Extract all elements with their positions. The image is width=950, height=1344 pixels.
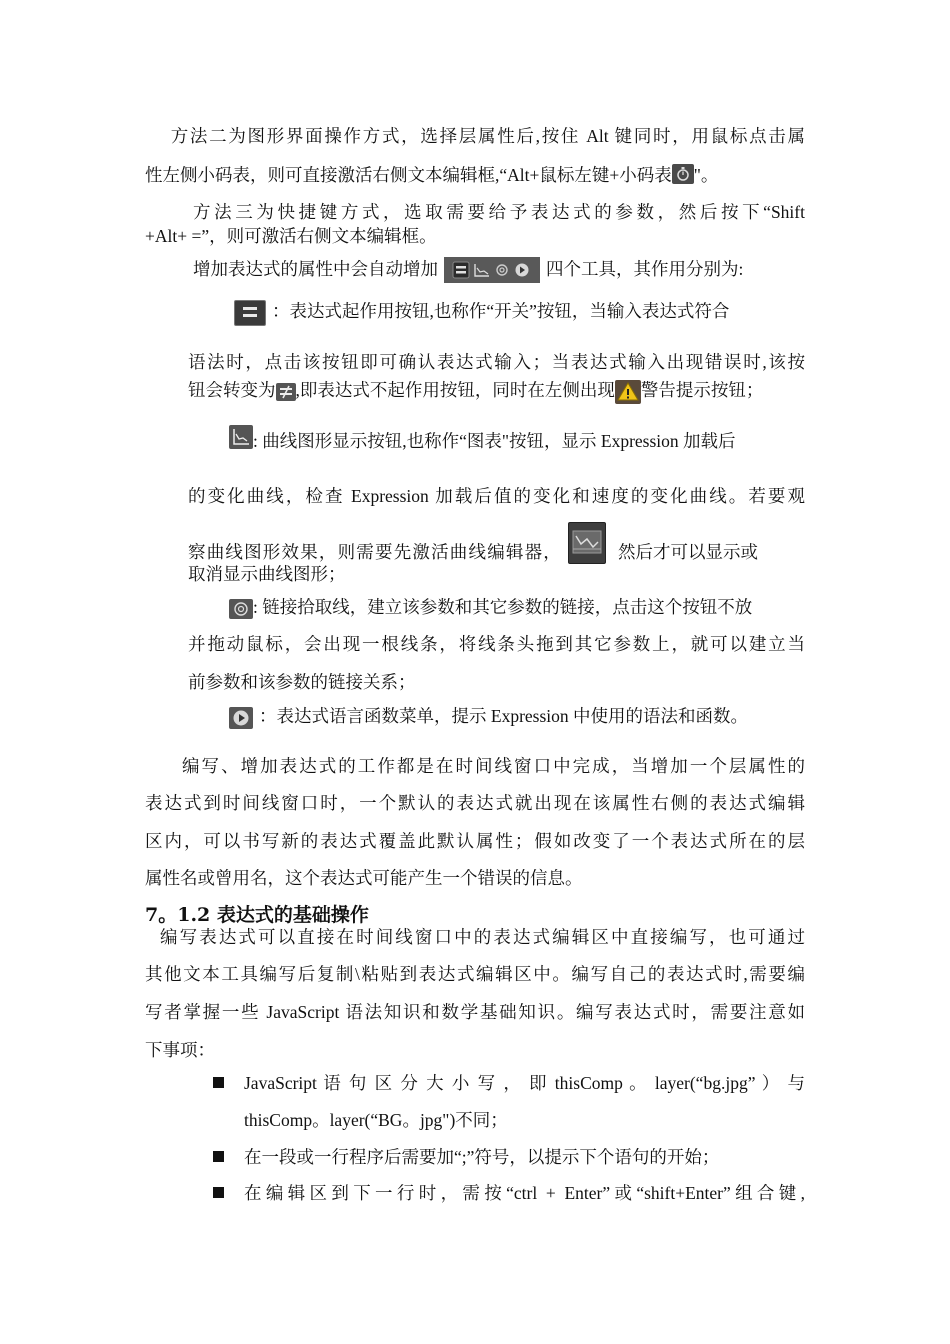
tool2-line2: 的变化曲线，检查 Expression 加载后值的变化和速度的变化曲线。若要观 <box>188 486 805 506</box>
graph-icon <box>229 425 253 449</box>
tool1-line1: ：表达式起作用按钮,也称作“开关”按钮，当输入表达式符合 <box>234 299 729 326</box>
tool1-line3: 钮会转变为 ,即表达式不起作用按钮，同时在左侧出现 警告提示按钮； <box>188 378 763 404</box>
para1-line1: 方法二为图形界面操作方式，选择层属性后,按住 Alt 键同时，用鼠标点击属 <box>169 126 805 146</box>
expression-toolbar <box>444 257 540 283</box>
language-menu-icon <box>229 707 253 729</box>
enable-expression-icon <box>234 300 266 326</box>
tool2-line1: : 曲线图形显示按钮,也称作“图表"按钮，显示 Expression 加载后 <box>229 425 736 453</box>
stopwatch-icon <box>672 164 694 184</box>
para2-line1: 方法三为快捷键方式，选取需要给予表达式的参数，然后按下“Shift <box>193 202 805 222</box>
para4-line4: 属性名或曾用名，这个表达式可能产生一个错误的信息。 <box>145 868 583 888</box>
bullet1-line1: JavaScript 语 句 区 分 大 小 写 ， 即 thisComp 。 layer(“bg.jpg” ） 与 <box>244 1073 805 1093</box>
bullet1-line2: thisComp。layer(“BG。jpg")不同； <box>244 1110 508 1130</box>
bullet-marker <box>213 1151 224 1162</box>
bullet-marker <box>213 1187 224 1198</box>
para2-line2: +Alt+ =”，则可激活右侧文本编辑框。 <box>145 226 437 246</box>
para5-line4: 下事项： <box>145 1040 215 1060</box>
warning-icon <box>615 380 641 404</box>
tool3-line3: 前参数和该参数的链接关系； <box>188 672 416 692</box>
graph-editor-icon <box>568 522 606 564</box>
para5-line2: 其他文本工具编写后复制\粘贴到表达式编辑区中。编写自己的表达式时,需要编 <box>145 964 805 984</box>
tool3-line1: : 链接拾取线，建立该参数和其它参数的链接，点击这个按钮不放 <box>229 595 752 619</box>
para5-line3: 写者掌握一些 JavaScript 语法知识和数学基础知识。编写表达式时，需要注意如 <box>145 1002 805 1022</box>
bullet-marker <box>213 1077 224 1088</box>
pick-whip-icon <box>229 599 253 619</box>
para3-line: 增加表达式的属性中会自动增加 四个工具，其作用分别为: <box>193 257 743 284</box>
not-equal-icon <box>276 383 296 401</box>
tool2-line3: 察曲线图形效果，则需要先激活曲线编辑器， 然后才可以显示或 <box>188 522 805 564</box>
tool4-line1: ：表达式语言函数菜单，提示 Expression 中使用的语法和函数。 <box>229 704 748 729</box>
para5-line1: 编写表达式可以直接在时间线窗口中的表达式编辑区中直接编写，也可通过 <box>160 927 805 947</box>
para1-line2: 性左侧小码表，则可直接激活右侧文本编辑框,“Alt+鼠标左键+小码表 "。 <box>145 165 719 185</box>
para4-line1: 编写、增加表达式的工作都是在时间线窗口中完成，当增加一个层属性的 <box>182 756 805 776</box>
para4-line2: 表达式到时间线窗口时，一个默认的表达式就出现在该属性右侧的表达式编辑 <box>145 793 805 813</box>
bullet2-line: 在一段或一行程序后需要加“;”符号，以提示下个语句的开始； <box>244 1147 720 1167</box>
section-heading: 7。1.2 表达式的基础操作 <box>145 904 369 926</box>
tool1-line2: 语法时，点击该按钮即可确认表达式输入；当表达式输入出现错误时,该按 <box>188 352 805 372</box>
para4-line3: 区内，可以书写新的表达式覆盖此默认属性；假如改变了一个表达式所在的层 <box>145 831 805 851</box>
tool3-line2: 并拖动鼠标，会出现一根线条，将线条头拖到其它参数上，就可以建立当 <box>188 634 805 654</box>
bullet3-line: 在编辑区到下一行时，需按“ctrl + Enter”或“shift+Enter”组合键, <box>244 1183 805 1203</box>
tool2-line4: 取消显示曲线图形； <box>188 564 346 584</box>
